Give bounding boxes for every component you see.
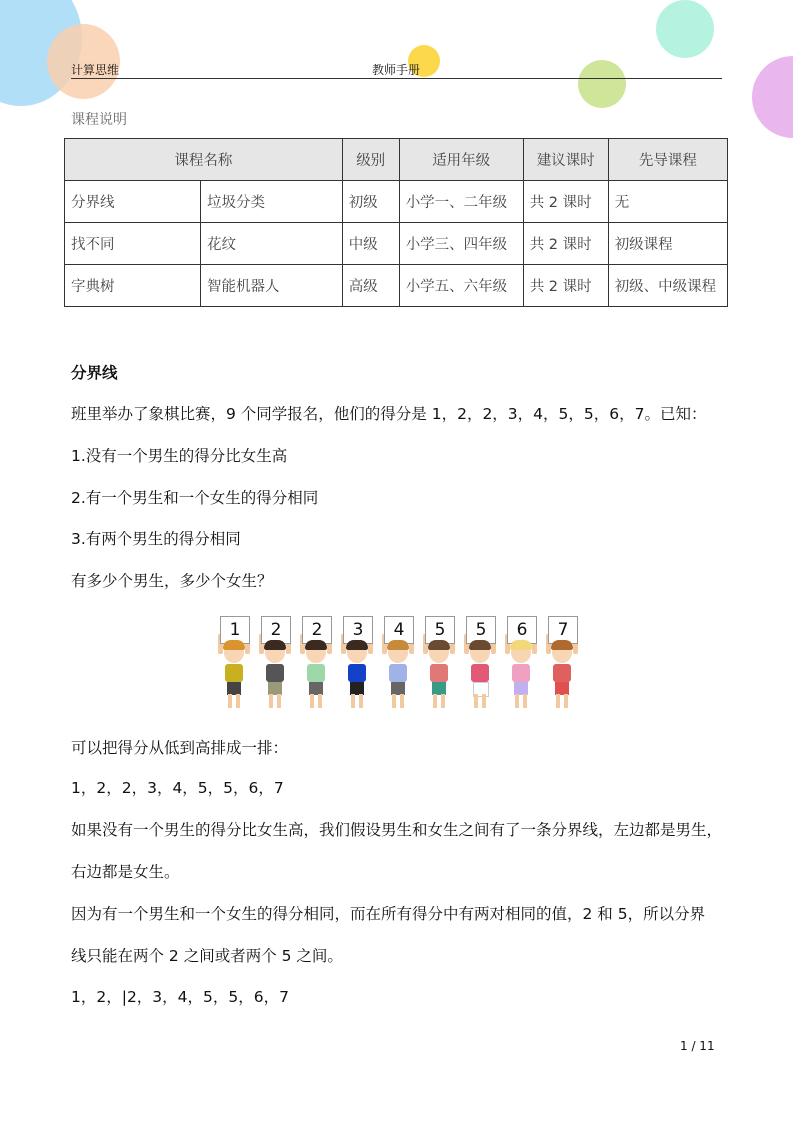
kid-hair (223, 640, 245, 650)
kid-leg (359, 694, 363, 708)
condition-2: 2.有一个男生和一个女生的得分相同 (71, 489, 319, 507)
kid-hair (551, 640, 573, 650)
kid-figure (337, 612, 377, 710)
table-cell: 智能机器人 (201, 265, 343, 307)
table-cell: 字典树 (65, 265, 201, 307)
table-cell: 共 2 课时 (523, 223, 608, 265)
kid-leg (351, 694, 355, 708)
heading-boundary: 分界线 (71, 364, 118, 382)
score-card: 5 (425, 616, 455, 644)
kid-leg (392, 694, 396, 708)
kid-shirt (307, 664, 325, 682)
sort-text: 可以把得分从低到高排成一排： (71, 739, 289, 757)
table-cell: 小学五、六年级 (399, 265, 523, 307)
score-card: 4 (384, 616, 414, 644)
kid-leg (515, 694, 519, 708)
kid-shirt (512, 664, 530, 682)
table-header-cell: 先导课程 (608, 139, 727, 181)
table-row (65, 181, 728, 223)
table-row (65, 223, 728, 265)
score-card: 7 (548, 616, 578, 644)
paragraph-1-line-1: 如果没有一个男生的得分比女生高，我们假设男生和女生之间有了一条分界线，左边都是男生， (71, 821, 723, 839)
kid-figure (214, 612, 254, 710)
table-cell: 初级 (342, 181, 399, 223)
kid-hair (264, 640, 286, 650)
kid-shirt (430, 664, 448, 682)
table-header-cell: 课程名称 (65, 139, 343, 181)
score-card: 3 (343, 616, 373, 644)
kid-leg (277, 694, 281, 708)
table-cell: 共 2 课时 (523, 181, 608, 223)
kid-leg (310, 694, 314, 708)
kid-hair (387, 640, 409, 650)
divided-sequence: 1，2，|2，3，4，5，5，6，7 (71, 988, 289, 1006)
score-card: 2 (261, 616, 291, 644)
score-card: 5 (466, 616, 496, 644)
kid-figure (501, 612, 541, 710)
table-cell: 找不同 (65, 223, 201, 265)
kids-illustration (214, 612, 580, 710)
kid-figure (255, 612, 295, 710)
table-cell: 小学一、二年级 (399, 181, 523, 223)
kid-figure (378, 612, 418, 710)
paragraph-2-line-2: 线只能在两个 2 之间或者两个 5 之间。 (71, 947, 343, 965)
table-header-cell: 适用年级 (399, 139, 523, 181)
kid-hair (305, 640, 327, 650)
table-cell: 花纹 (201, 223, 343, 265)
kid-leg (269, 694, 273, 708)
table-cell: 小学三、四年级 (399, 223, 523, 265)
score-card: 6 (507, 616, 537, 644)
header-rule (71, 78, 722, 79)
decor-circle-purple (752, 56, 793, 138)
kid-leg (556, 694, 560, 708)
table-cell: 高级 (342, 265, 399, 307)
table-cell: 无 (608, 181, 727, 223)
kid-hair (469, 640, 491, 650)
kid-leg (441, 694, 445, 708)
table-header-cell: 建议课时 (523, 139, 608, 181)
kid-figure (296, 612, 336, 710)
condition-3: 3.有两个男生的得分相同 (71, 530, 241, 548)
score-sequence: 1，2，2，3，4，5，5，6，7 (71, 779, 284, 797)
kid-shirt (389, 664, 407, 682)
kid-leg (228, 694, 232, 708)
paragraph-1-line-2: 右边都是女生。 (71, 863, 180, 881)
kid-shirt (471, 664, 489, 682)
table-row (65, 265, 728, 307)
kid-figure (460, 612, 500, 710)
header-center: 教师手册 (372, 63, 421, 77)
kid-leg (433, 694, 437, 708)
kid-shirt (266, 664, 284, 682)
page-number: 1 / 11 (680, 1039, 715, 1053)
kid-hair (428, 640, 450, 650)
kid-shirt (348, 664, 366, 682)
table-header-row (65, 139, 728, 181)
condition-1: 1.没有一个男生的得分比女生高 (71, 447, 288, 465)
kid-hair (510, 640, 532, 650)
kid-leg (523, 694, 527, 708)
kid-shirt (553, 664, 571, 682)
table-cell: 共 2 课时 (523, 265, 608, 307)
paragraph-2-line-1: 因为有一个男生和一个女生的得分相同，而在所有得分中有两对相同的值，2 和 5，所以分界 (71, 905, 706, 923)
table-cell: 垃圾分类 (201, 181, 343, 223)
intro-text: 班里举办了象棋比赛，9 个同学报名，他们的得分是 1，2，2，3，4，5，5，6，7。已知： (71, 405, 707, 423)
score-card: 2 (302, 616, 332, 644)
kid-figure (419, 612, 459, 710)
table-header-cell: 级别 (342, 139, 399, 181)
kid-leg (474, 694, 478, 708)
kid-shirt (225, 664, 243, 682)
section-title: 课程说明 (71, 112, 127, 128)
table-cell: 分界线 (65, 181, 201, 223)
score-card: 1 (220, 616, 250, 644)
kid-figure (542, 612, 582, 710)
kid-leg (482, 694, 486, 708)
table-cell: 初级课程 (608, 223, 727, 265)
kid-leg (564, 694, 568, 708)
header-left: 计算思维 (71, 63, 120, 77)
decor-circle-mint (656, 0, 714, 58)
kid-leg (318, 694, 322, 708)
table-cell: 中级 (342, 223, 399, 265)
kid-hair (346, 640, 368, 650)
table-cell: 初级、中级课程 (608, 265, 727, 307)
kid-leg (400, 694, 404, 708)
decor-circle-green (578, 60, 626, 108)
kid-leg (236, 694, 240, 708)
question-text: 有多少个男生，多少个女生？ (71, 572, 273, 590)
course-table (64, 138, 728, 307)
